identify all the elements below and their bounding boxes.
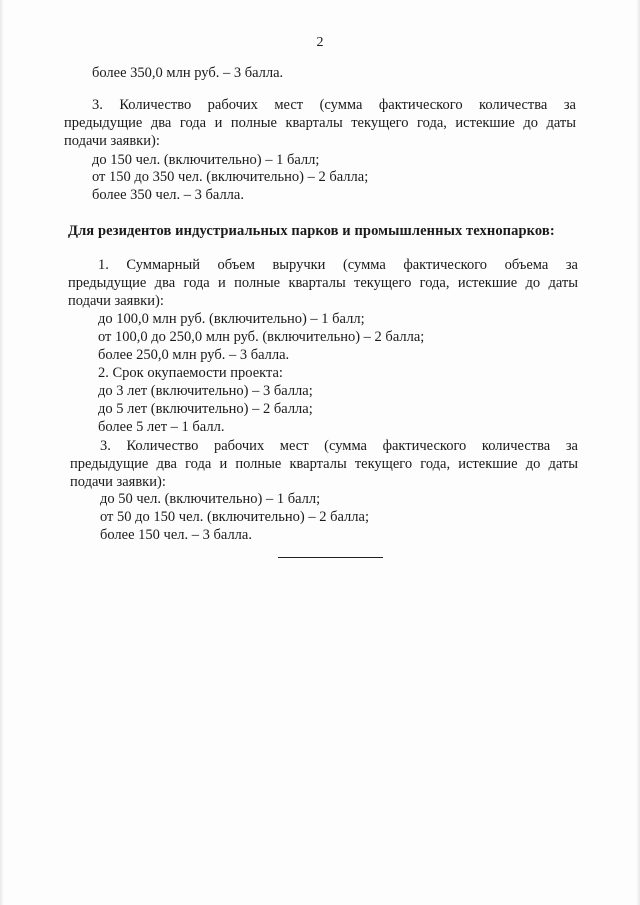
criterion-title: 3. Количество рабочих мест (сумма фактического количества за (92, 97, 576, 113)
score-line: более 5 лет – 1 балл. (98, 419, 225, 435)
criterion-title-cont: подачи заявки): (68, 293, 164, 309)
scan-edge (636, 0, 640, 905)
criterion-title-cont: предыдущие два года и полные кварталы текущего года, истекшие до даты (68, 275, 578, 291)
criterion-title: 1. Суммарный объем выручки (сумма фактического объема за (98, 257, 578, 273)
closing-divider (278, 557, 383, 558)
score-line: до 100,0 млн руб. (включительно) – 1 балл; (98, 311, 365, 327)
score-line: более 250,0 млн руб. – 3 балла. (98, 347, 290, 363)
criterion-title-cont: предыдущие два года и полные кварталы текущего года, истекшие до даты (70, 456, 578, 472)
criterion-title-cont: подачи заявки): (64, 133, 160, 149)
score-line: от 100,0 до 250,0 млн руб. (включительно) – 2 балла; (98, 329, 425, 345)
score-line: до 150 чел. (включительно) – 1 балл; (92, 152, 320, 168)
page-number: 2 (316, 35, 324, 50)
scan-edge (0, 0, 4, 905)
criterion-title: 3. Количество рабочих мест (сумма фактического количества за (100, 438, 578, 454)
score-line: более 350 чел. – 3 балла. (92, 187, 244, 203)
score-line: до 5 лет (включительно) – 2 балла; (98, 401, 313, 417)
score-line: до 3 лет (включительно) – 3 балла; (98, 383, 313, 399)
criterion-title: 2. Срок окупаемости проекта: (98, 365, 283, 381)
section-heading: Для резидентов индустриальных парков и промышленных технопарков: (68, 223, 555, 239)
score-line: до 50 чел. (включительно) – 1 балл; (100, 491, 321, 507)
score-line: от 150 до 350 чел. (включительно) – 2 балла; (92, 169, 369, 185)
score-line: более 350,0 млн руб. – 3 балла. (92, 65, 284, 81)
criterion-title-cont: подачи заявки): (70, 474, 166, 490)
score-line: более 150 чел. – 3 балла. (100, 527, 252, 543)
score-line: от 50 до 150 чел. (включительно) – 2 балла; (100, 509, 369, 525)
criterion-title-cont: предыдущие два года и полные кварталы текущего года, истекшие до даты (64, 115, 576, 131)
